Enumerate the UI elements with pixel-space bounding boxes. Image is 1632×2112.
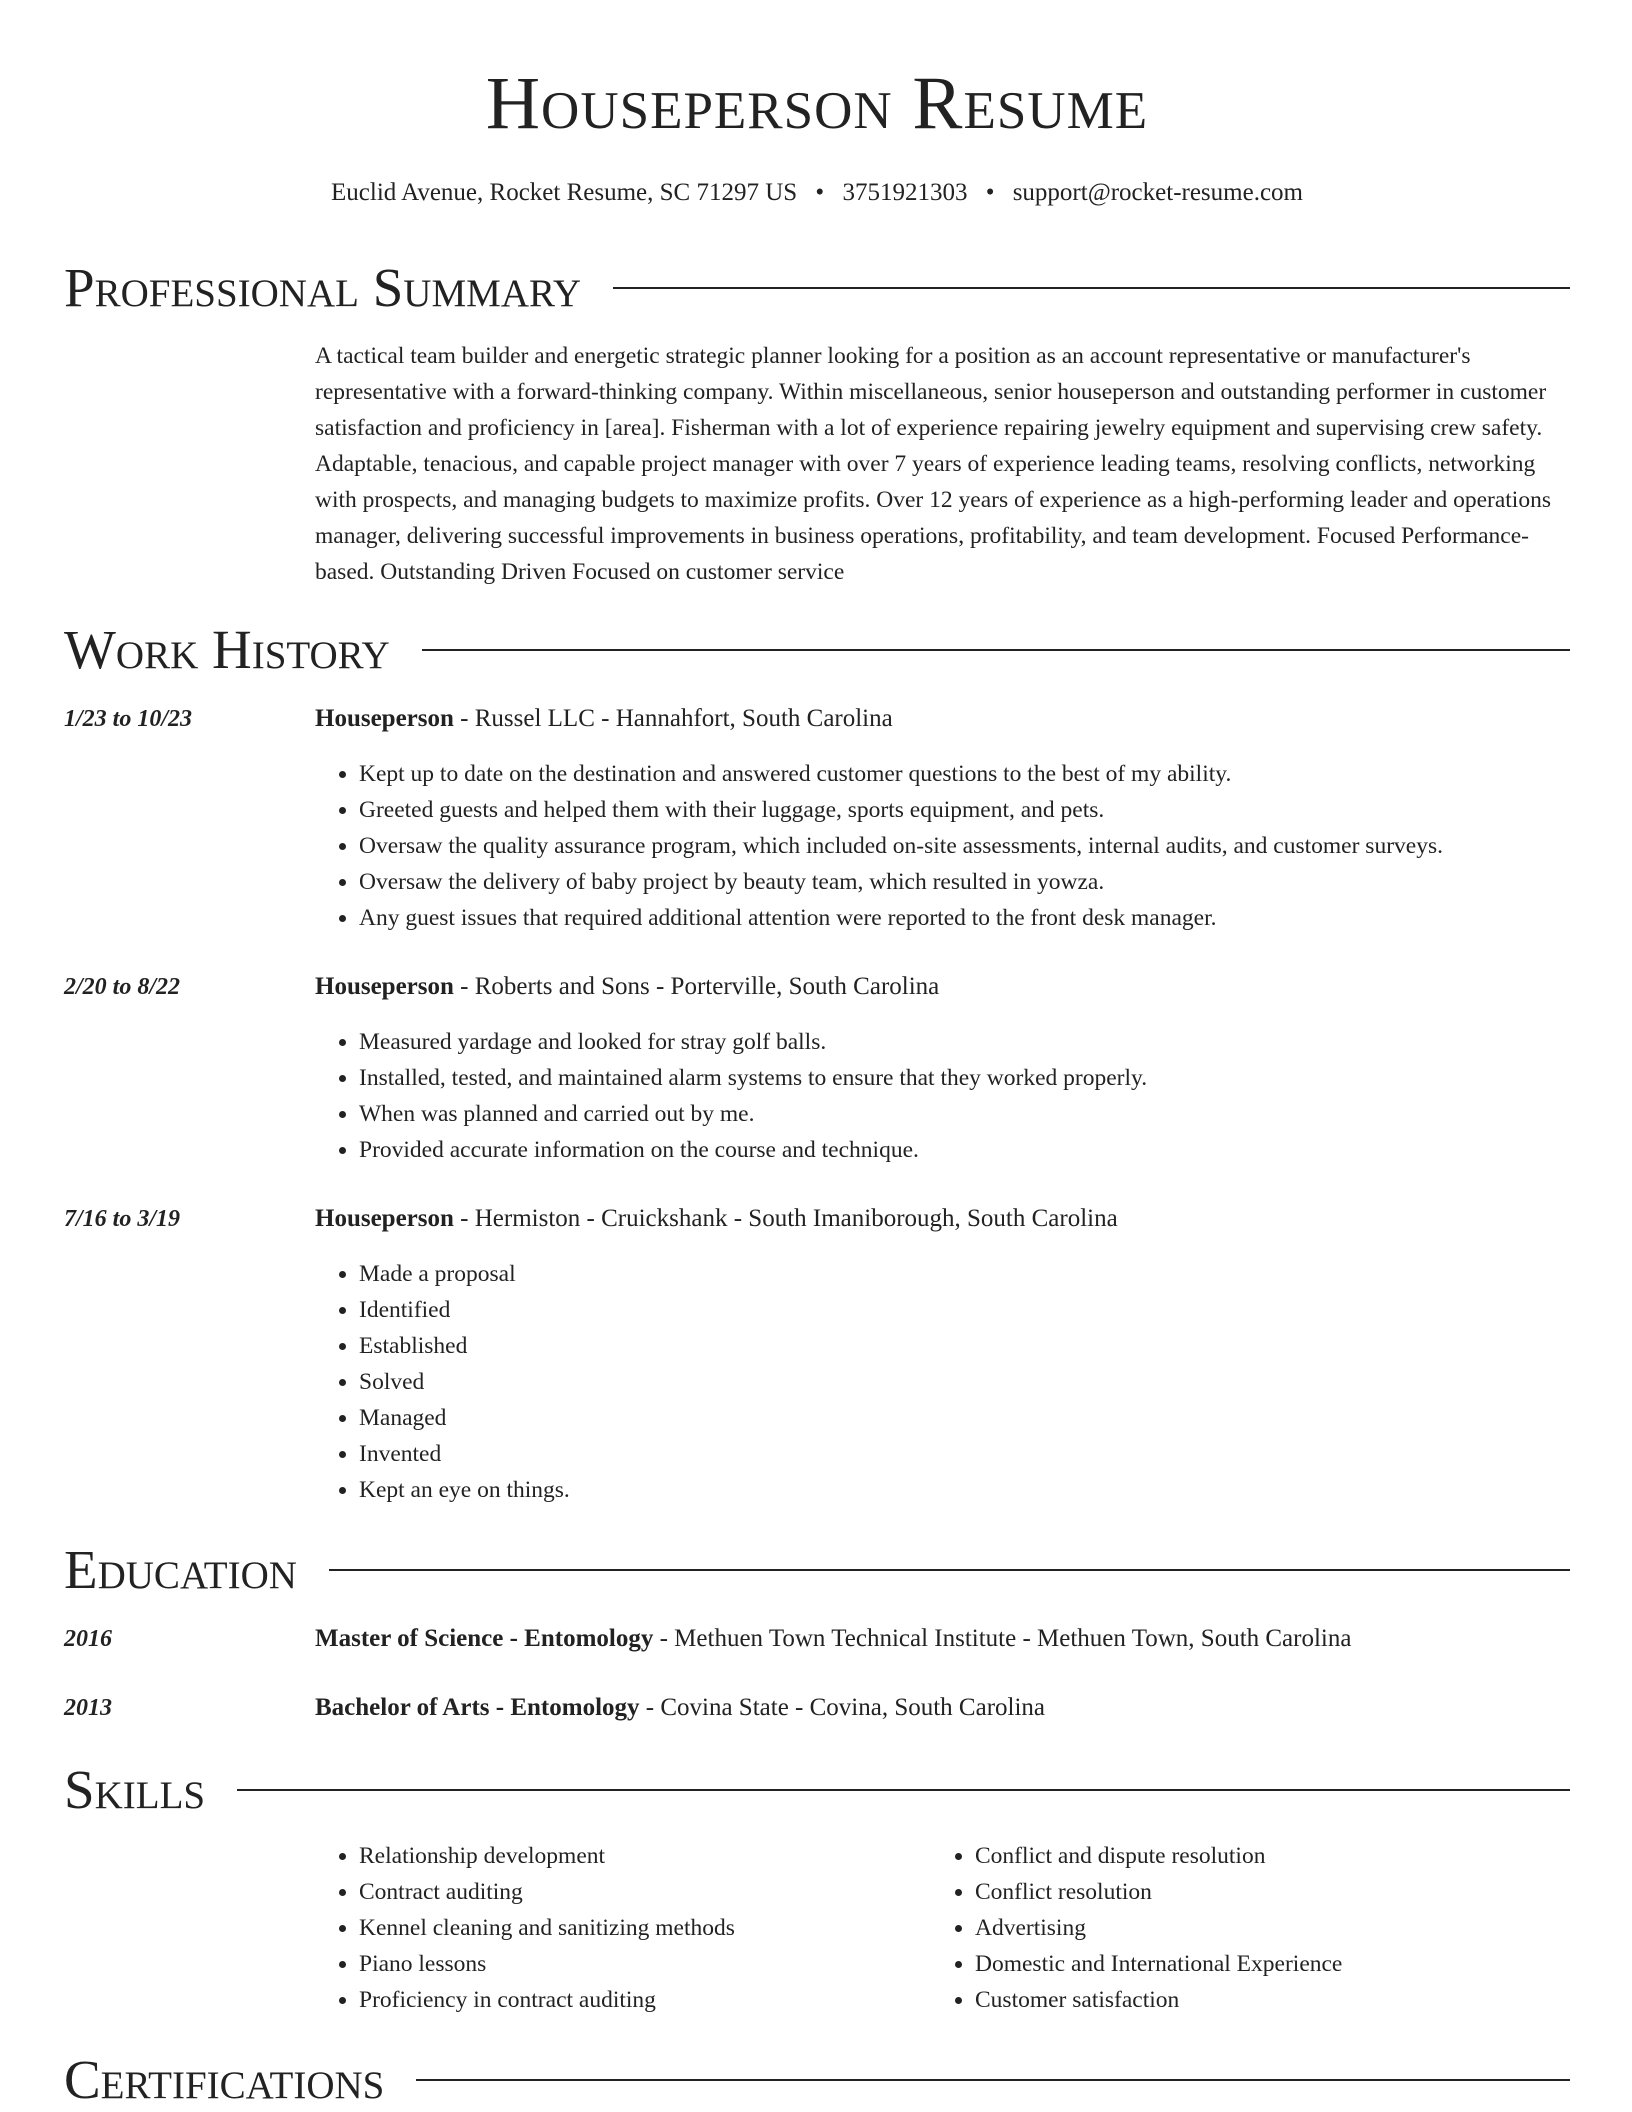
education-title — [315, 1693, 1045, 1723]
section-title-education: Education — [64, 1539, 297, 1600]
list-item: • Installed, tested, and maintained alarm systems to ensure that they worked properly. — [359, 1060, 1147, 1096]
skill-item: • Conflict resolution — [975, 1874, 1342, 1910]
job-role: Houseperson — [315, 1205, 454, 1232]
section-divider — [613, 287, 1570, 289]
list-item: • Identified — [359, 1292, 570, 1328]
skills-list-right — [931, 1838, 1342, 2018]
job-employer: - Roberts and Sons - Porterville, South Carolina — [453, 973, 940, 1000]
skills-section-header — [64, 1760, 1570, 1820]
resume-page — [64, 0, 1570, 2110]
education-section-header — [64, 1540, 1570, 1600]
education-year: 2013 — [64, 1695, 112, 1721]
contact-phone: 3751921303 — [842, 179, 968, 206]
skill-item: • Advertising — [975, 1910, 1342, 1946]
list-item: • Kept an eye on things. — [359, 1472, 570, 1508]
skill-item: • Conflict and dispute resolution — [975, 1838, 1342, 1874]
section-divider — [329, 1569, 1570, 1571]
list-item: • Established — [359, 1328, 570, 1364]
contact-email: support@rocket-resume.com — [1012, 179, 1303, 206]
skill-item: • Contract auditing — [359, 1874, 735, 1910]
job-title — [315, 972, 939, 1002]
section-title-summary: Professional Summary — [64, 257, 582, 318]
section-title-skills: Skills — [64, 1759, 206, 1820]
skill-item: • Domestic and International Experience — [975, 1946, 1342, 1982]
summary-section-header — [64, 258, 1570, 318]
list-item: • Any guest issues that required additional attention were reported to the front desk manager. — [359, 900, 1443, 936]
list-item: • Measured yardage and looked for stray golf balls. — [359, 1024, 1147, 1060]
education-year: 2016 — [64, 1626, 112, 1652]
job-dates: 7/16 to 3/19 — [64, 1206, 181, 1232]
resume-title: Houseperson Resume — [485, 62, 1149, 145]
job-duties — [315, 1024, 1147, 1168]
list-item: • Managed — [359, 1400, 570, 1436]
education-degree: Bachelor of Arts - Entomology — [315, 1694, 640, 1721]
job-dates: 2/20 to 8/22 — [64, 974, 181, 1000]
list-item: • Oversaw the quality assurance program, which included on-site assessments, internal audits, and customer surveys. — [359, 828, 1443, 864]
list-item: • Solved — [359, 1364, 570, 1400]
work-section-header — [64, 620, 1570, 680]
summary-text: A tactical team builder and energetic strategic planner looking for a position as an account representative or manufacturer's representative with a forward-thinking company. Within miscellaneous, senior houseperson and outstanding performer in customer satisfaction and proficiency in [area]. Fisherman with a lot of experience repairing jewelry equipment and supervising crew safety. Adaptable, tenacious, and capable project manager with over 7 years of experience leading teams, resolving conflicts, networking with prospects, and managing budgets to maximize profits. Over 12 years of experience as a high-performing leader and operations manager, delivering successful improvements in business operations, profitability, and team development. Focused Performance-based. Outstanding Driven Focused on customer service — [315, 343, 1551, 585]
list-item: • Oversaw the delivery of baby project by beauty team, which resulted in yowza. — [359, 864, 1443, 900]
certifications-section-header — [64, 2050, 1570, 2110]
job-employer: - Hermiston - Cruickshank - South Imaniborough, South Carolina — [453, 1205, 1118, 1232]
skill-item: • Relationship development — [359, 1838, 735, 1874]
list-item: • Made a proposal — [359, 1256, 570, 1292]
job-duties — [315, 1256, 570, 1508]
section-title-certifications: Certifications — [64, 2049, 385, 2110]
section-divider — [422, 649, 1570, 651]
skill-item: • Piano lessons — [359, 1946, 735, 1982]
contact-address: Euclid Avenue, Rocket Resume, SC 71297 US — [331, 179, 798, 206]
section-divider — [416, 2079, 1570, 2081]
education-title — [315, 1624, 1351, 1654]
job-duties — [315, 756, 1443, 936]
contact-separator: • — [985, 179, 995, 206]
job-role: Houseperson — [315, 705, 454, 732]
list-item: • Kept up to date on the destination and answered customer questions to the best of my ability. — [359, 756, 1443, 792]
skill-item: • Proficiency in contract auditing — [359, 1982, 735, 2018]
job-employer: - Russel LLC - Hannahfort, South Carolina — [453, 705, 893, 732]
job-dates: 1/23 to 10/23 — [64, 706, 193, 732]
contact-line — [64, 178, 1570, 208]
contact-separator: • — [815, 179, 825, 206]
section-divider — [237, 1789, 1570, 1791]
job-role: Houseperson — [315, 973, 454, 1000]
education-school: - Methuen Town Technical Institute - Methuen Town, South Carolina — [653, 1625, 1352, 1652]
skill-item: • Customer satisfaction — [975, 1982, 1342, 2018]
education-degree: Master of Science - Entomology — [315, 1625, 654, 1652]
job-title — [315, 1204, 1118, 1234]
education-school: - Covina State - Covina, South Carolina — [639, 1694, 1046, 1721]
section-title-work: Work History — [64, 619, 390, 680]
skills-list-left — [315, 1838, 735, 2018]
job-title — [315, 704, 893, 734]
skill-item: • Kennel cleaning and sanitizing methods — [359, 1910, 735, 1946]
list-item: • Provided accurate information on the course and technique. — [359, 1132, 1147, 1168]
list-item: • Greeted guests and helped them with their luggage, sports equipment, and pets. — [359, 792, 1443, 828]
list-item: • When was planned and carried out by me. — [359, 1096, 1147, 1132]
list-item: • Invented — [359, 1436, 570, 1472]
